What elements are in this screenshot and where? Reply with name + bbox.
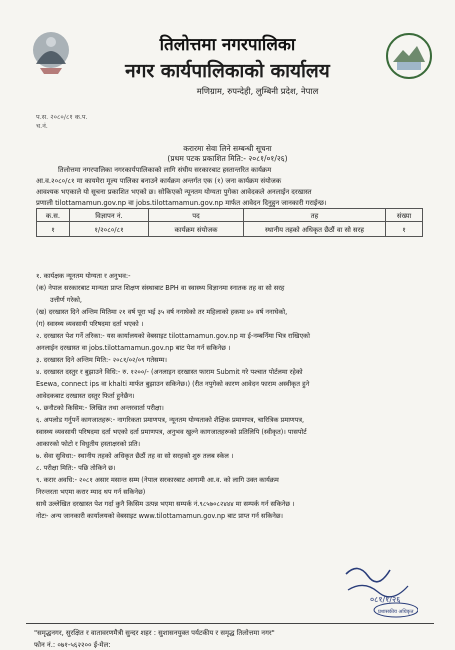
list-item: नोटः- अन्य जानकारी कार्यालयको वेबसाइट www.tilottamamun.gov.np बाट प्राप्त गर्न सकिनेछ। bbox=[36, 512, 284, 520]
list-item: ६. अपलोड गर्नुपर्ने कागजातहरू:- नागरिकता प्रमाणपत्र, न्यूनतम योग्यताको शैक्षिक प्रमाणपत्र, चारित्रिक प्रमाणपत्र, bbox=[36, 416, 305, 424]
footer-motto: "समृद्धनगर, सुरक्षित र वातावरणमैत्री सुन्दर शहर : सुशासनयुक्त पर्यटकीय र समृद्ध तिलोत्तमा नगर" bbox=[34, 629, 275, 637]
intro-line-2: आ.व.२०८०/८१ मा कायमेरा मूल्य पालिका बनाउने कार्यक्रम अन्तर्गत एक (१) जना कार्यक्रम संयोजक bbox=[36, 177, 282, 185]
org-name: तिलोत्तमा नगरपालिका bbox=[159, 35, 296, 55]
table-header: क.स. bbox=[37, 209, 70, 222]
list-item: (क) नेपाल सरकारबाट मान्यता प्राप्त शिक्षण संस्थाबाट BPH वा स्वास्थ्य विज्ञानमा स्नातक तह वा सो सरह bbox=[36, 284, 285, 292]
table-header-row bbox=[37, 209, 423, 222]
notice-title: करारमा सेवा लिने सम्बन्धी सूचना bbox=[183, 144, 272, 153]
list-item: २. दरखास्त पेश गर्ने तरिका:- यस कार्यालयको वेबसाइट tilottamamun.gov.np मा ई-नम्बर्निमा भित्र राखिएको bbox=[36, 332, 310, 340]
list-item: साथै उल्लेखित दरखास्त पेश गर्दा कुनै किसिम उत्पन्न भएमा सम्पर्क नं.९८५७०८२४४४ मा सम्पर्क गर्न सकिनेछ । bbox=[36, 500, 295, 508]
table-header: संख्या bbox=[386, 209, 423, 222]
table-cell: कार्यक्रम संयोजक bbox=[149, 222, 244, 237]
list-item: ३. दरखास्त दिने अन्तिम मिति:- २०८१/०२/०९ गतेसम्म। bbox=[36, 356, 168, 364]
signature-stamp bbox=[338, 560, 418, 618]
list-item: Esewa, connect ips वा khalti मार्फत बुझाउन सकिनेछ।) (रीत नपुगेको कारण आवेदन फाराम अस्वीकृत हुने bbox=[36, 380, 310, 388]
office-address: मणिग्राम, रुपन्देही, लुम्बिनी प्रदेश, नेपाल bbox=[196, 86, 319, 96]
table-cell: १ bbox=[37, 222, 70, 237]
list-item: ४. दरखास्त दस्तुर र बुझाउने विधि:- रु. १२००/- (अनलाइन दरखास्त फाराम Submit गरे पश्चात पोर्टलमा रहेको bbox=[36, 368, 303, 376]
list-item: (ग) स्वास्थ्य व्यवसायी परिषदमा दर्ता भएको । bbox=[36, 320, 144, 328]
notice-subtitle: (प्रथम पटक प्रकाशित मिति:- २०८१/०१/२६) bbox=[167, 154, 288, 163]
intro-line-1: तिलोत्तमा नगरपालिका नगरकार्यपालिकाको लागि संघीय सरकारबाट हस्तान्तरित कार्यक्रम bbox=[58, 166, 272, 174]
intro-line-4: प्रणाली tilottamamun.gov.np वा jobs.tilottamamun.gov.np मार्फत आवेदन दिनुहुन जानकारी गराईन्छ। bbox=[36, 199, 327, 207]
reference-number: प.स. २०८०/८१ क.प. bbox=[36, 113, 88, 121]
signature-date: ०८१/१/२६ bbox=[370, 595, 401, 604]
list-item: अनलाईन दरखास्त वा jobs.tilottamamun.gov.np बाट पेश गर्न सकिनेछ । bbox=[36, 344, 231, 352]
list-item: ८. परीक्षा मिति:- पछि तोकिने छ। bbox=[36, 464, 116, 472]
table-header: पद bbox=[149, 209, 244, 222]
office-title: नगर कार्यपालिकाको कार्यालय bbox=[125, 60, 330, 82]
list-item: आकारको फोटो र विधुतीय हस्ताक्षरको प्रति। bbox=[36, 440, 141, 448]
stamp-text: प्रशासकीय अधिकृत bbox=[378, 609, 414, 615]
list-item: उत्तीर्ण गरेको, bbox=[50, 296, 83, 304]
table-cell: १ bbox=[386, 222, 423, 237]
vacancy-table bbox=[36, 208, 423, 237]
table-header: तह bbox=[244, 209, 386, 222]
table-row bbox=[37, 222, 423, 237]
requirements-list bbox=[36, 270, 426, 522]
list-item: ७. सेवा सुविधा:- स्थानीय तहको अधिकृत छैठौं तह वा सो सरहको शुरु तलब स्केल । bbox=[36, 452, 234, 460]
table-header: विज्ञापन नं. bbox=[70, 209, 149, 222]
list-item: आवेदकबाट दरखास्त दस्तुर फिर्ता हुनेछैन। bbox=[36, 392, 135, 400]
table-cell: १/२०८०/८१ bbox=[70, 222, 149, 237]
list-item: १. कार्यक्षक न्यूनतम योग्यता र अनुभव:- bbox=[36, 272, 131, 280]
footer-contact: फोन नं.: ०७१-५६२२०० ई-मेल: bbox=[34, 641, 111, 649]
list-item: (ख) दरखास्त दिने अन्तिम मितिमा २१ वर्ष पूरा भई ३५ वर्ष ननाघेको तर महिलाको हकमा ४० वर्ष ननाघेको, bbox=[36, 308, 288, 316]
dispatch-number: च.नं. bbox=[36, 122, 48, 130]
footer-divider bbox=[26, 623, 434, 624]
list-item: ९. करार अवधि:- २०८१ असार मसान्त सम्म (नेपाल सरकारबाट आगामी आ.व. को लागि उक्त कार्यक्रम bbox=[36, 476, 279, 484]
list-item: ५. छनौटको किसिम:- लिखित तथा अन्तरवार्ता परीक्षा। bbox=[36, 404, 164, 412]
list-item: स्वास्थ्य व्यवसायी परिषदमा दर्ता भएको दर्ता प्रमाणपत्र, अनुभव खुल्ने कागजातहरूको प्रतिलिपि (स्वीकृत)। पासपोर्ट bbox=[36, 428, 307, 436]
list-item: निरन्तरता भएमा करार म्याद थप गर्न सकिनेछ) bbox=[36, 488, 146, 496]
intro-line-3: आवश्यक भएकाले यो सूचना प्रकाशित भएको छ। सोकिएको न्यूनतम योग्यता पुगेका आवेदकले अनलाईन दरखास्त bbox=[36, 188, 312, 196]
table-cell: स्थानीय तहको अधिकृत छैठौं वा सो सरह bbox=[244, 222, 386, 237]
